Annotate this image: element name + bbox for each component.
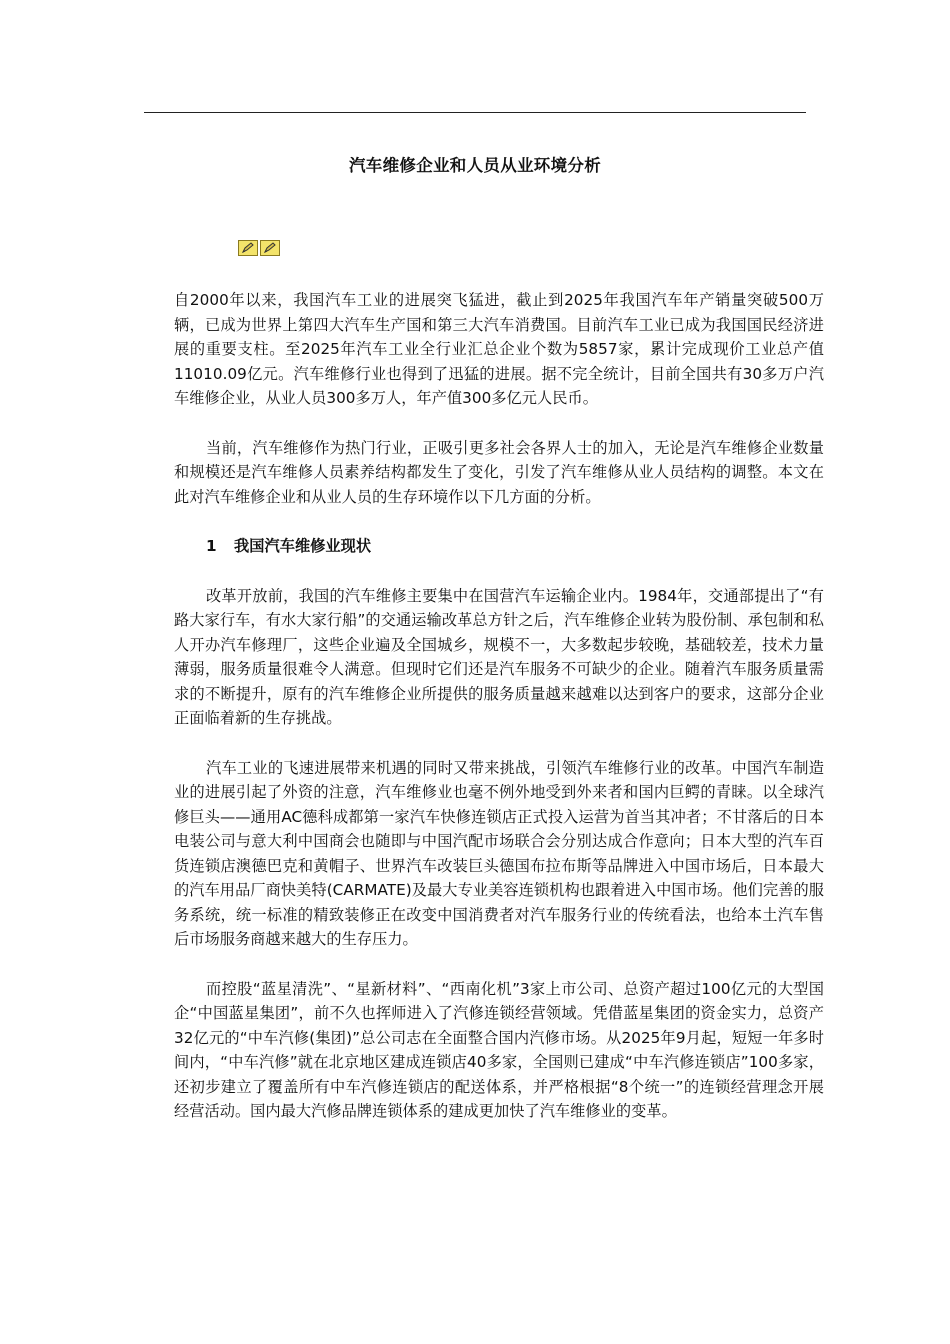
paragraph-intro: 自2000年以来，我国汽车工业的进展突飞猛进，截止到2025年我国汽车年产销量突破500万辆，已成为世界上第四大汽车生产国和第三大汽车消费国。目前汽车工业已成为我国国民经济进展的重要支柱。至2025年汽车工业全行业汇总企业个数为5857家，累计完成现价工业总产值11010.09亿元。汽车维修行业也得到了迅猛的进展。据不完全统计，目前全国共有30多万户汽车维修企业，从业人员300多万人，年产值300多亿元人民币。 bbox=[174, 291, 824, 407]
pencil-icon[interactable] bbox=[238, 240, 258, 256]
icon-group bbox=[238, 240, 280, 256]
document-body bbox=[174, 288, 824, 1149]
paragraph-current: 当前，汽车维修作为热门行业，正吸引更多社会各界人士的加入，无论是汽车维修企业数量和规模还是汽车维修人员素养结构都发生了变化，引发了汽车维修从业人员结构的调整。本文在此对汽车维修企业和从业人员的生存环境作以下几方面的分析。 bbox=[174, 438, 824, 506]
section-heading bbox=[206, 534, 824, 559]
section-number: 1 bbox=[206, 537, 217, 555]
header-rule bbox=[144, 112, 806, 113]
section-title: 我国汽车维修业现状 bbox=[234, 537, 372, 555]
document-title: 汽车维修企业和人员从业环境分析 bbox=[349, 156, 601, 175]
pencil-icon[interactable] bbox=[260, 240, 280, 256]
paragraph-reform: 改革开放前，我国的汽车维修主要集中在国营汽车运输企业内。1984年，交通部提出了“有路大家行车，有水大家行船”的交通运输改革总方针之后，汽车维修企业转为股份制、承包制和私人开办汽车修理厂，这些企业遍及全国城乡，规模不一，大多数起步较晚，基础较差，技术力量薄弱，服务质量很难令人满意。但现时它们还是汽车服务不可缺少的企业。随着汽车服务质量需求的不断提升，原有的汽车维修企业所提供的服务质量越来越难以达到客户的要求，这部分企业正面临着新的生存挑战。 bbox=[174, 586, 824, 727]
paragraph-bluestar: 而控股“蓝星清洗”、“星新材料”、“西南化机”3家上市公司、总资产超过100亿元的大型国企“中国蓝星集团”，前不久也挥师进入了汽修连锁经营领域。凭借蓝星集团的资金实力，总资产32亿元的“中车汽修(集团)”总公司志在全面整合国内汽修市场。从2025年9月起，短短一年多时间内，“中车汽修”就在北京地区建成连锁店40多家，全国则已建成“中车汽修连锁店”100多家，还初步建立了覆盖所有中车汽修连锁店的配送体系，并严格根据“8个统一”的连锁经营理念开展经营活动。国内最大汽修品牌连锁体系的建成更加快了汽车维修业的变革。 bbox=[174, 979, 824, 1120]
paragraph-foreign: 汽车工业的飞速进展带来机遇的同时又带来挑战，引领汽车维修行业的改革。中国汽车制造业的进展引起了外资的注意，汽车维修业也毫不例外地受到外来者和国内巨鳄的青睐。以全球汽修巨头——通用AC德科成都第一家汽车快修连锁店正式投入运营为首当其冲者；不甘落后的日本电装公司与意大利中国商会也随即与中国汽配市场联合会分别达成合作意向；日本大型的汽车百货连锁店澳德巴克和黄帽子、世界汽车改装巨头德国布拉布斯等品牌进入中国市场后，日本最大的汽车用品厂商快美特(CARMATE)及最大专业美容连锁机构也跟着进入中国市场。他们完善的服务系统，统一标准的精致装修正在改变中国消费者对汽车服务行业的传统看法，也给本土汽车售后市场服务商越来越大的生存压力。 bbox=[174, 758, 824, 948]
